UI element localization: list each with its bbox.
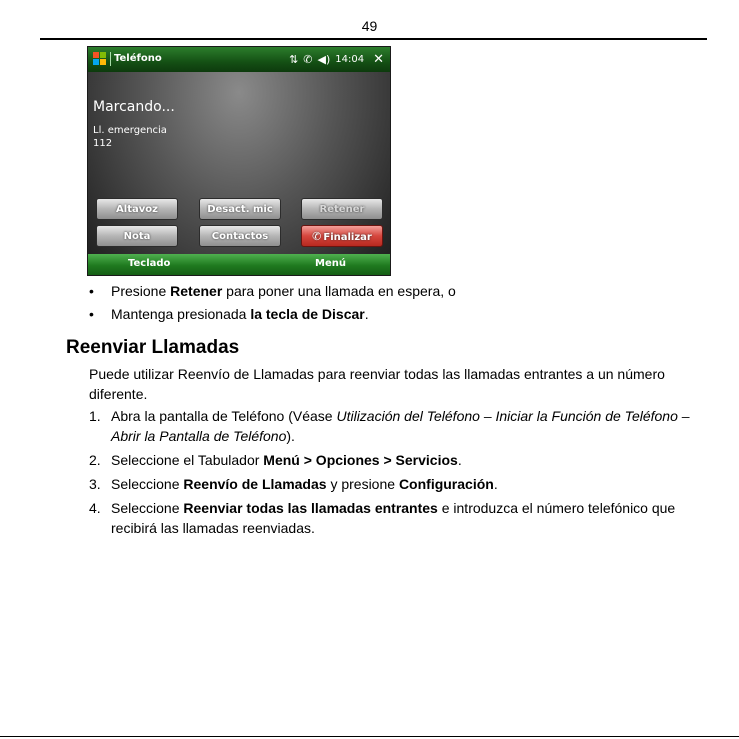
signal-icon: ⇅ bbox=[289, 53, 299, 66]
header-rule bbox=[40, 38, 707, 40]
phone-title-bar bbox=[88, 47, 390, 72]
windows-logo-icon bbox=[93, 52, 107, 66]
softkey-bar bbox=[88, 254, 390, 275]
bullet-marker: • bbox=[89, 283, 94, 299]
contacts-button[interactable]: Contactos bbox=[199, 225, 281, 247]
softkey-keypad[interactable]: Teclado bbox=[128, 258, 171, 269]
title-separator bbox=[110, 52, 111, 66]
status-area bbox=[289, 52, 384, 67]
step-2: Seleccione el Tabulador Menú > Opciones > Servicios. bbox=[111, 452, 462, 468]
bullet-hold: Presione Retener para poner una llamada en espera, o bbox=[111, 283, 456, 299]
step-4: Seleccione Reenviar todas las llamadas entrantes e introduzca el número telefónico que recibirá las llamadas reenviadas. bbox=[111, 500, 676, 536]
end-call-icon: ✆ bbox=[312, 230, 322, 243]
phone-icon: ✆ bbox=[303, 53, 313, 66]
note-button[interactable]: Nota bbox=[96, 225, 178, 247]
contact-name: Ll. emergencia bbox=[93, 125, 167, 136]
bullet-dial-key: Mantenga presionada la tecla de Discar. bbox=[111, 306, 369, 322]
step-number: 3. bbox=[89, 476, 101, 492]
contact-number: 112 bbox=[93, 138, 113, 149]
phone-title: Teléfono bbox=[114, 53, 162, 64]
step-number: 2. bbox=[89, 452, 101, 468]
close-icon[interactable]: ✕ bbox=[373, 52, 384, 67]
bottom-rule bbox=[0, 736, 739, 737]
step-number: 1. bbox=[89, 408, 101, 424]
step-number: 4. bbox=[89, 500, 101, 516]
section-heading: Reenviar Llamadas bbox=[66, 337, 240, 358]
phone-screenshot bbox=[87, 46, 391, 276]
step-3: Seleccione Reenvío de Llamadas y presione Configuración. bbox=[111, 476, 498, 492]
step-1: Abra la pantalla de Teléfono (Véase Utilización del Teléfono – Iniciar la Función de Teléfono – Abrir la Pantalla de Teléfono). bbox=[111, 408, 690, 444]
hold-button[interactable]: Retener bbox=[301, 198, 383, 220]
section-intro: Puede utilizar Reenvío de Llamadas para reenviar todas las llamadas entrantes a un número diferente. bbox=[89, 366, 665, 402]
end-call-label: Finalizar bbox=[323, 232, 372, 243]
clock: 14:04 bbox=[335, 54, 365, 65]
page-number: 49 bbox=[361, 18, 378, 34]
volume-icon: ◀) bbox=[317, 53, 331, 66]
mute-button[interactable]: Desact. mic bbox=[199, 198, 281, 220]
speaker-button[interactable]: Altavoz bbox=[96, 198, 178, 220]
bullet-marker: • bbox=[89, 306, 94, 322]
end-call-button[interactable] bbox=[301, 225, 383, 247]
softkey-menu[interactable]: Menú bbox=[315, 258, 346, 269]
call-status: Marcando... bbox=[93, 99, 175, 115]
